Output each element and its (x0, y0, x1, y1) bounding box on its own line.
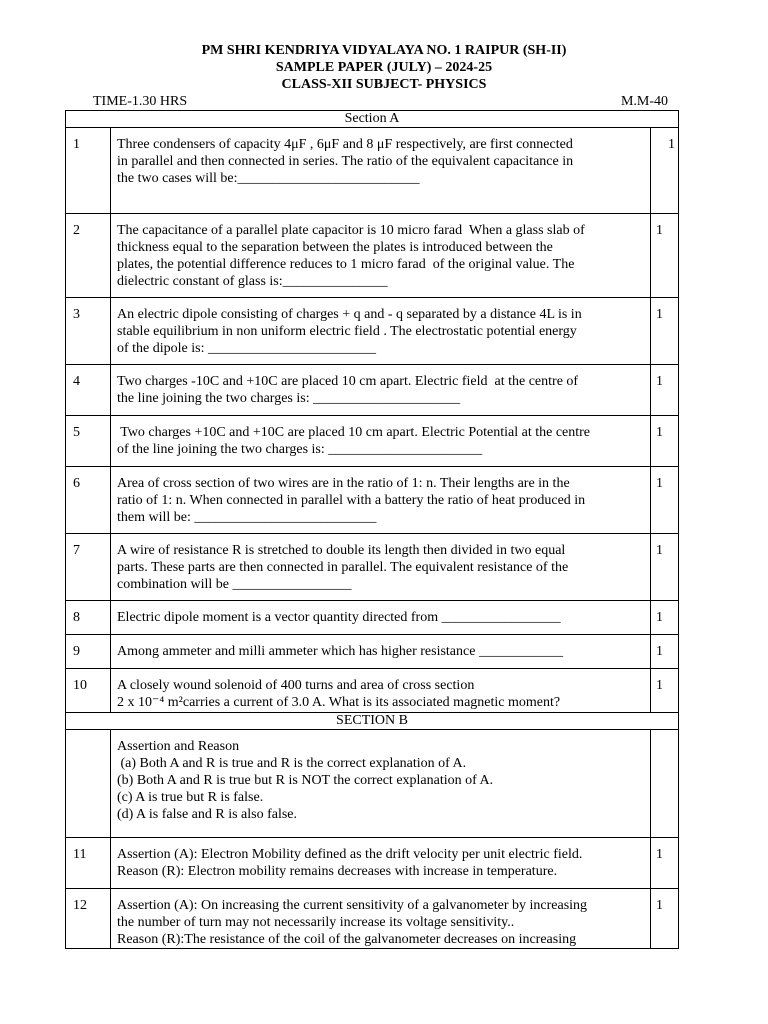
question-line: A wire of resistance R is stretched to double its length then divided in two equal (117, 543, 566, 558)
question-number: 12 (66, 889, 111, 949)
question-marks: 1 (651, 416, 679, 467)
question-marks: 1 (651, 214, 679, 298)
instruction-line: (c) A is true but R is false. (117, 790, 264, 805)
question-marks: 1 (651, 534, 679, 601)
question-number: 9 (66, 635, 111, 669)
question-row (66, 467, 679, 534)
question-row (66, 889, 679, 949)
question-line: The capacitance of a parallel plate capacitor is 10 micro farad When a glass slab of (117, 223, 585, 238)
question-marks: 1 (651, 838, 679, 889)
question-text (111, 669, 651, 713)
question-number: 4 (66, 365, 111, 416)
question-number: 8 (66, 601, 111, 635)
question-text (111, 416, 651, 467)
question-number: 11 (66, 838, 111, 889)
question-number: 10 (66, 669, 111, 713)
question-line: Assertion (A): On increasing the current sensitivity of a galvanometer by increasing (117, 898, 588, 913)
question-number: 6 (66, 467, 111, 534)
question-row (66, 416, 679, 467)
assertion-instructions (111, 730, 651, 838)
question-number: 3 (66, 298, 111, 365)
question-number: 5 (66, 416, 111, 467)
question-line: Reason (R): Electron mobility remains decreases with increase in temperature. (117, 864, 558, 879)
section-b-title: SECTION B (66, 713, 679, 730)
question-row (66, 214, 679, 298)
school-name: PM SHRI KENDRIYA VIDYALAYA NO. 1 RAIPUR (SH-II) (201, 43, 567, 58)
question-line: of the dipole is: ________________________ (117, 341, 376, 356)
question-line: in parallel and then connected in series. The ratio of the equivalent capacitance in (117, 154, 574, 169)
question-text (111, 298, 651, 365)
question-row (66, 298, 679, 365)
question-marks: 1 (651, 669, 679, 713)
question-row (66, 128, 679, 214)
question-marks: 1 (651, 601, 679, 635)
section-b-row (66, 713, 679, 730)
question-text (111, 838, 651, 889)
question-line: thickness equal to the separation between the plates is introduced between the (117, 240, 553, 255)
question-text (111, 635, 651, 669)
question-marks: 1 (651, 889, 679, 949)
question-marks: 1 (651, 128, 679, 214)
question-row (66, 669, 679, 713)
question-line: plates, the potential difference reduces to 1 micro farad of the original value. The (117, 257, 575, 272)
instruction-line: (b) Both A and R is true but R is NOT the correct explanation of A. (117, 773, 494, 788)
question-line: Reason (R):The resistance of the coil of the galvanometer decreases on increasing (117, 932, 577, 947)
question-table (65, 110, 679, 949)
question-marks: 1 (651, 365, 679, 416)
question-marks: 1 (651, 298, 679, 365)
class-subject: CLASS-XII SUBJECT- PHYSICS (281, 77, 487, 92)
question-line: ratio of 1: n. When connected in parallel with a battery the ratio of heat produced in (117, 493, 586, 508)
question-row (66, 838, 679, 889)
paper-header (0, 42, 768, 93)
question-text (111, 128, 651, 214)
question-line: them will be: __________________________ (117, 510, 377, 525)
max-marks: M.M-40 (620, 94, 668, 109)
assertion-intro-row (66, 730, 679, 838)
question-line: Three condensers of capacity 4μF , 6μF and 8 μF respectively, are first connected (117, 137, 573, 152)
question-line: 2 x 10⁻⁴ m²carries a current of 3.0 A. What is its associated magnetic moment? (117, 695, 561, 710)
paper-title: SAMPLE PAPER (JULY) – 2024-25 (275, 60, 493, 75)
question-text (111, 534, 651, 601)
question-line: Two charges +10C and +10C are placed 10 cm apart. Electric Potential at the centre (117, 425, 591, 440)
question-row (66, 534, 679, 601)
question-row (66, 601, 679, 635)
instruction-line: Assertion and Reason (117, 739, 240, 754)
paper-meta (93, 94, 668, 110)
question-line: the two cases will be:__________________________ (117, 171, 420, 186)
instruction-line: (d) A is false and R is also false. (117, 807, 298, 822)
question-line: A closely wound solenoid of 400 turns and area of cross section (117, 678, 475, 693)
question-number: 7 (66, 534, 111, 601)
question-line: Area of cross section of two wires are in the ratio of 1: n. Their lengths are in the (117, 476, 570, 491)
question-line: Electric dipole moment is a vector quantity directed from _________________ (117, 610, 561, 625)
question-number: 2 (66, 214, 111, 298)
question-line: An electric dipole consisting of charges + q and - q separated by a distance 4L is in (117, 307, 582, 322)
intro-marks-cell (651, 730, 679, 838)
question-marks: 1 (651, 467, 679, 534)
question-line: parts. These parts are then connected in parallel. The equivalent resistance of the (117, 560, 569, 575)
section-a-row (66, 111, 679, 128)
section-a-title: Section A (66, 111, 679, 128)
question-row (66, 365, 679, 416)
question-line: of the line joining the two charges is: ______________________ (117, 442, 483, 457)
question-text (111, 467, 651, 534)
question-line: dielectric constant of glass is:_______________ (117, 274, 388, 289)
question-line: Assertion (A): Electron Mobility defined as the drift velocity per unit electric field. (117, 847, 583, 862)
question-row (66, 635, 679, 669)
question-line: the number of turn may not necessarily increase its voltage sensitivity.. (117, 915, 515, 930)
question-number: 1 (66, 128, 111, 214)
question-text (111, 365, 651, 416)
question-text (111, 889, 651, 949)
time-allowed: TIME-1.30 HRS (93, 94, 188, 109)
question-marks: 1 (651, 635, 679, 669)
question-text (111, 601, 651, 635)
question-line: combination will be _________________ (117, 577, 352, 592)
question-text (111, 214, 651, 298)
question-line: Among ammeter and milli ammeter which has higher resistance ____________ (117, 644, 563, 659)
question-line: stable equilibrium in non uniform electric field . The electrostatic potential energy (117, 324, 577, 339)
question-line: Two charges -10C and +10C are placed 10 cm apart. Electric field at the centre of (117, 374, 579, 389)
intro-number-cell (66, 730, 111, 838)
question-line: the line joining the two charges is: _____________________ (117, 391, 461, 406)
instruction-line: (a) Both A and R is true and R is the correct explanation of A. (117, 756, 467, 771)
